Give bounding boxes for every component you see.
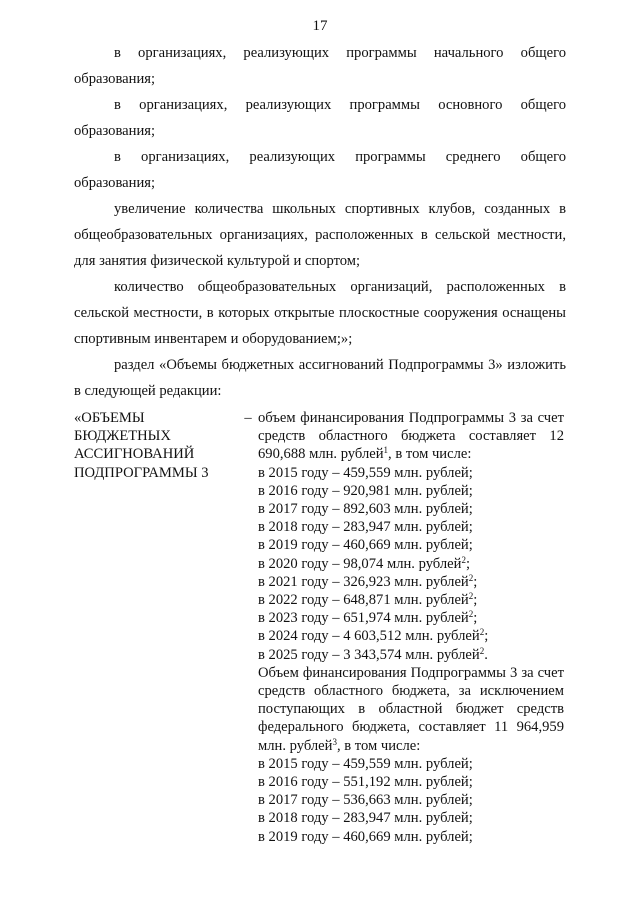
funding-year-text: в 2021 году – 326,923 млн. рублей: [258, 573, 469, 590]
funding-year-tail: ;: [473, 592, 478, 609]
section-label-line: АССИГНОВАНИЙ: [74, 446, 195, 463]
funding-year-text: в 2022 году – 648,871 млн. рублей: [258, 592, 469, 609]
funding-year-line: в 2019 году – 460,669 млн. рублей;: [258, 828, 473, 845]
funding-year-line: [258, 464, 564, 482]
funding-year-line: в 2016 году – 551,192 млн. рублей;: [258, 774, 473, 791]
section-label-line: БЮДЖЕТНЫХ: [74, 428, 171, 445]
funding-total-excl-federal-text: Объем финансирования Подпрограммы 3 за счет средств областного бюджета, за исключением поступающих в областной бюджет средств федерального бюджета, составляет 11 964,959 млн. рублей: [258, 664, 564, 754]
funding-total-excl-federal: [258, 664, 564, 755]
funding-year-text: в 2018 году – 283,947 млн. рублей;: [258, 519, 473, 536]
funding-year-line: [258, 555, 564, 573]
funding-total-excl-federal-tail: , в том числе:: [336, 737, 421, 754]
paragraph-section-edit: раздел «Объемы бюджетных ассигнований Подпрограммы 3» изложить в следующей редакции:: [74, 357, 566, 399]
funding-year-text: в 2019 году – 460,669 млн. рублей;: [258, 537, 473, 554]
funding-details: [258, 409, 564, 846]
footnote-mark: 2: [468, 591, 474, 602]
funding-year-text: в 2023 году – 651,974 млн. рублей: [258, 610, 469, 627]
funding-total-regional-text: объем финансирования Подпрограммы 3 за счет средств областного бюджета составляет 12 690,688 млн. рублей: [258, 410, 564, 463]
funding-year-line: [258, 500, 564, 518]
funding-year-text: в 2015 году – 459,559 млн. рублей;: [258, 464, 473, 481]
body-text: [74, 40, 566, 404]
funding-year-tail: .: [484, 646, 488, 663]
funding-year-line: [258, 591, 564, 609]
funding-year-line: [258, 536, 564, 554]
funding-year-line: [258, 482, 564, 500]
funding-year-text: в 2025 году – 3 343,574 млн. рублей: [258, 646, 480, 663]
paragraph-basic-education: в организациях, реализующих программы основного общего образования;: [74, 97, 566, 139]
funding-year-text: в 2020 году – 98,074 млн. рублей: [258, 555, 462, 572]
footnote-mark: 2: [461, 554, 466, 565]
paragraph-sport-facilities: количество общеобразовательных организаций, расположенных в сельской местности, в которых открытые плоскостные сооружения оснащены спортивным инвентарем и оборудованием;»;: [74, 279, 566, 347]
separator-dash: –: [244, 410, 252, 426]
funding-year-line: [258, 518, 564, 536]
funding-year-line: [258, 573, 564, 591]
funding-year-line: в 2017 году – 536,663 млн. рублей;: [258, 792, 473, 809]
funding-year-tail: ;: [465, 555, 470, 572]
funding-year-tail: ;: [473, 610, 478, 627]
footnote-mark: 1: [383, 445, 389, 456]
page-number: 17: [312, 18, 328, 34]
funding-year-text: в 2017 году – 892,603 млн. рублей;: [258, 501, 473, 518]
footnote-mark: 2: [479, 627, 485, 638]
funding-year-tail: ;: [484, 628, 489, 645]
funding-year-line: [258, 627, 564, 645]
footnote-mark: 2: [468, 609, 474, 620]
section-label-line: ПОДПРОГРАММЫ 3: [74, 464, 209, 481]
funding-total-regional: [258, 409, 564, 464]
funding-year-text: в 2024 году – 4 603,512 млн. рублей: [258, 628, 480, 645]
funding-year-line: [258, 646, 564, 664]
funding-year-text: в 2016 году – 920,981 млн. рублей;: [258, 482, 473, 499]
footnote-mark: 3: [332, 736, 337, 747]
funding-year-line: в 2018 году – 283,947 млн. рублей;: [258, 810, 473, 827]
funding-total-regional-tail: , в том числе:: [388, 446, 472, 463]
paragraph-sport-clubs: увеличение количества школьных спортивных клубов, созданных в общеобразовательных организациях, расположенных в сельской местности, для занятия физической культурой и спортом;: [74, 201, 566, 269]
paragraph-secondary-education: в организациях, реализующих программы среднего общего образования;: [74, 149, 566, 191]
footnote-mark: 2: [468, 572, 474, 583]
section-label-line: «ОБЪЕМЫ: [74, 410, 145, 426]
funding-year-line: в 2015 году – 459,559 млн. рублей;: [258, 755, 473, 772]
funding-year-line: [258, 609, 564, 627]
paragraph-primary-education: в организациях, реализующих программы начального общего образования;: [74, 45, 566, 87]
funding-years-excl-federal: [258, 755, 564, 846]
section-label: [74, 409, 244, 482]
footnote-mark: 2: [479, 645, 485, 656]
funding-year-tail: ;: [473, 573, 478, 590]
funding-years-regional: [258, 464, 564, 664]
